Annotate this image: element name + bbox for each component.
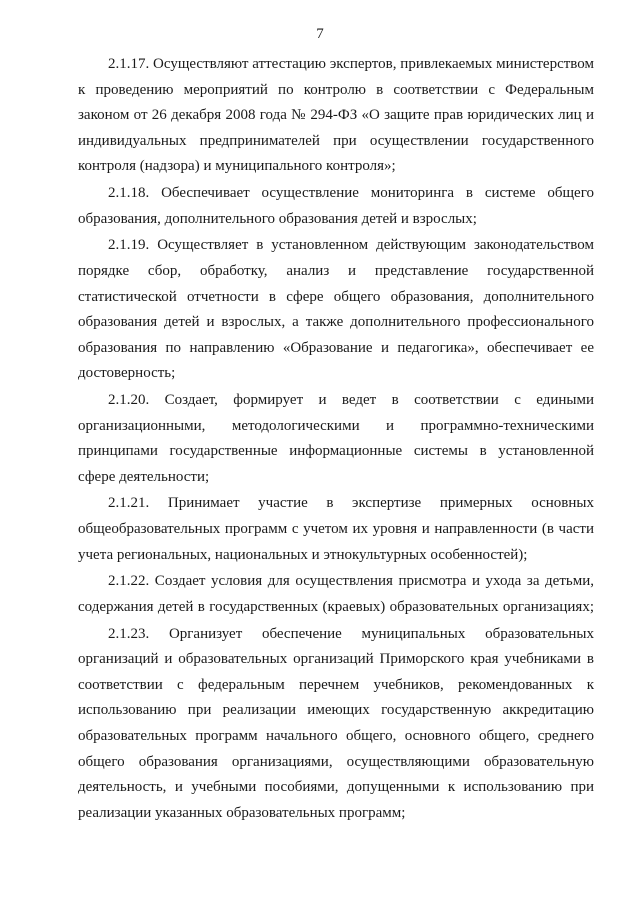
paragraph-2-1-19: 2.1.19. Осуществляет в установленном действующим законодательством порядке сбор, обработку, анализ и представление государственной статистической отчетности в сфере общего образования, дополнительного образования детей и взрослых, а также дополнительного профессионального образования по направлению «Образование и педагогика», обеспечивает ее достоверность;: [78, 237, 594, 382]
paragraph-2-1-17: 2.1.17. Осуществляют аттестацию экспертов, привлекаемых министерством к проведению мероприятий по контролю в соответствии с Федеральным законом от 26 декабря 2008 года № 294-ФЗ «О защите прав юридических лиц и индивидуальных предпринимателей при осуществлении государственного контроля (надзора) и муниципального контроля»;: [78, 56, 594, 175]
paragraph-2-1-21: 2.1.21. Принимает участие в экспертизе примерных основных общеобразовательных программ с учетом их уровня и направленности (в части учета региональных, национальных и этнокультурных особенностей);: [78, 495, 594, 563]
page-number: 7: [316, 26, 324, 42]
paragraph-2-1-20: 2.1.20. Создает, формирует и ведет в соответствии с едиными организационными, методологическими и программно-техническими принципами государственные информационные системы в установленной сфере деятельности;: [78, 392, 594, 485]
paragraph-2-1-23: 2.1.23. Организует обеспечение муниципальных образовательных организаций и образовательных организаций Приморского края учебниками в соответствии с федеральным перечнем учебников, рекомендованных к использованию при реализации имеющих государственную аккредитацию образовательных программ начального общего, основного общего, среднего общего образования организациями, осуществляющими образовательную деятельность, и учебными пособиями, допущенными к использованию при реализации указанных образовательных программ;: [78, 625, 594, 821]
document-body: [78, 52, 594, 827]
paragraph-2-1-18: 2.1.18. Обеспечивает осуществление мониторинга в системе общего образования, дополнительного образования детей и взрослых;: [78, 185, 594, 227]
paragraph-2-1-22: 2.1.22. Создает условия для осуществления присмотра и ухода за детьми, содержания детей в государственных (краевых) образовательных организациях;: [78, 573, 594, 615]
